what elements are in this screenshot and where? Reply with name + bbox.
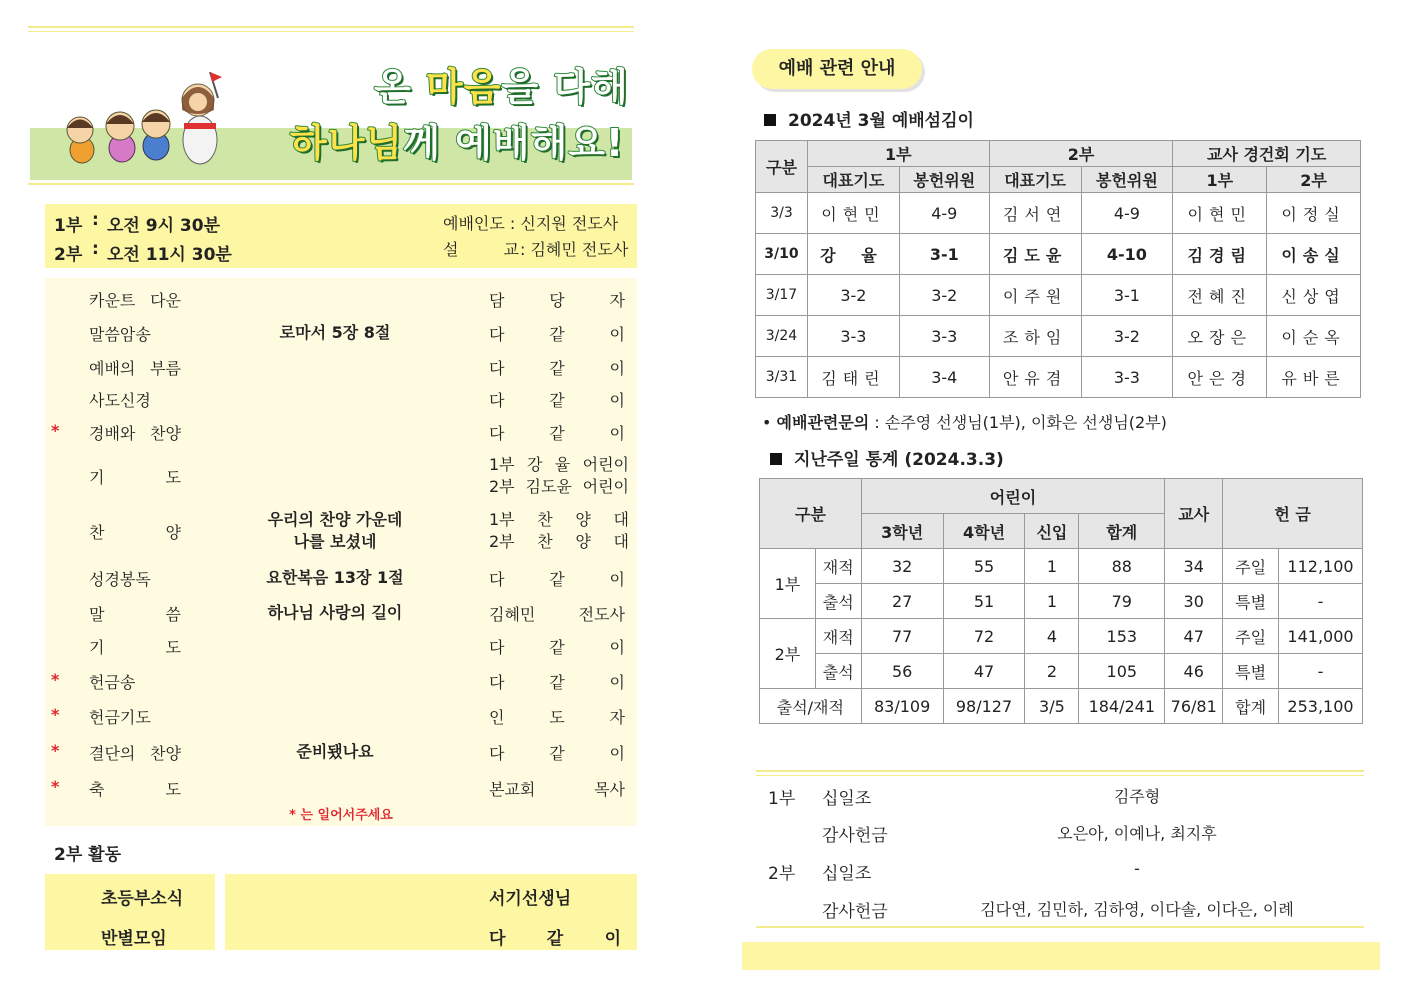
table-row: 3/3 이현민 4-9 김서연 4-9 이현민 이정실 <box>756 193 1361 234</box>
order-row: 기 도 1부 강 율 어린이 2부 김도윤 어린이 <box>89 455 629 496</box>
divider <box>756 926 1364 928</box>
second-service-sep: : <box>92 239 99 259</box>
stats-section-title: 지난주일 통계 (2024.3.3) <box>770 445 1004 470</box>
banner-title-line2: 하나님께 예배해요! <box>290 121 625 165</box>
table-row: 3/10 강 율 3-1 김도윤 4-10 김경림 이송실 <box>756 234 1361 275</box>
worship-leader: 예배인도 : 신지원 전도사 <box>443 214 619 233</box>
preacher: : 김혜민 전도사 <box>520 240 629 259</box>
second-service-label: 2부 <box>54 245 83 265</box>
service-times <box>45 204 637 268</box>
children-illustration <box>58 68 248 168</box>
table-row: 3/17 3-2 3-2 이주원 3-1 전혜진 신상엽 <box>756 275 1361 316</box>
activity-label: 초등부소식 <box>101 889 184 909</box>
divider <box>28 183 634 185</box>
order-row: 찬 양 우리의 찬양 가운데 나를 보셨네 1부 찬 양 대 2부 찬 양 대 <box>89 510 629 551</box>
activities-title: 2부 활동 <box>54 845 122 865</box>
standing-note: * 는 일어서주세요 <box>289 808 393 823</box>
first-service-label: 1부 <box>54 216 83 236</box>
square-bullet-icon <box>770 453 782 465</box>
table-row: 3/24 3-3 3-3 조하임 3-2 오장은 이순옥 <box>756 316 1361 357</box>
contact-line: • 예배관련문의 : 손주영 선생님(1부), 이화은 선생님(2부) <box>762 413 1167 432</box>
section-pill: 예배 관련 안내 <box>752 49 922 89</box>
table-row: 2부 재적 77 72 4 153 47 주일 141,000 <box>760 619 1363 654</box>
stats-table: 구분 어린이 교사 헌 금 3학년 4학년 신입 합계 1부 재적 32 55 1 88 34 주일 112,100 출석 27 51 1 79 30 특별 - 2부 재적 77 72 4 153 47 주일 141,000 출석 56 47 2 105 46 특별 - 출석/재적 83/109 98/127 3/5 184/241 76/81 합계 253,100 <box>759 478 1363 724</box>
table-row: 1부 재적 32 55 1 88 34 주일 112,100 <box>760 549 1363 584</box>
divider <box>28 31 634 32</box>
activity-label: 반별모임 <box>101 929 167 949</box>
table-row: 출석 56 47 2 105 46 특별 - <box>760 654 1363 689</box>
second-service-time: 오전 11시 30분 <box>107 245 232 265</box>
first-service-time: 오전 9시 30분 <box>107 216 221 236</box>
activities-box <box>45 874 637 950</box>
order-of-worship: 카운트 다운 담 당 자 말씀암송 로마서 5장 8절 다 같 이 예배의 부름 다 같 이 사도신경 다 같 이 * 경배와 찬양 다 같 이 기 도 1부 강 율 어린이 2부 김도윤 어린이 찬 양 우리의 찬양 가운데 나를 보셨네 1부 찬 양 대 2부 찬 양 대 성경봉독 요한복음 13장 1절 다 같 이 말 씀 하나님 사랑의 길이 김혜민 전도사 기 도 다 같 이 * 헌금송 다 같 이 * 헌금기도 인 도 자 * 결단의 찬양 준비됐나요 다 같 이 * 축 도 본교회 목사 * 는 일어서주세요 <box>45 278 637 826</box>
servers-table: 구분 1부 2부 교사 경건회 기도 대표기도 봉헌위원 대표기도 봉헌위원 1부 2부 3/3 이현민 4-9 김서연 4-9 이현민 이정실 3/10 강 율 3-1 김도윤 4-10 김경림 이송실 3/17 3-2 3-2 이주원 3-1 전혜진 신상엽 3/24 3-3 3-3 조하임 3-2 오장은 이순옥 3/31 김태린 3-4 안유겸 3-3 안은경 유바른 <box>755 140 1361 398</box>
table-row: 3/31 김태린 3-4 안유겸 3-3 안은경 유바른 <box>756 357 1361 398</box>
banner-title-line1: 온 마음을 다해 <box>374 65 629 109</box>
servers-section-title: 2024년 3월 예배섬김이 <box>764 106 974 131</box>
activity-who: 다 같 이 <box>489 929 621 949</box>
square-bullet-icon <box>764 114 776 126</box>
divider <box>28 26 634 28</box>
sermon-label: 설 교 <box>443 240 539 259</box>
table-row: 출석 27 51 1 79 30 특별 - <box>760 584 1363 619</box>
footer-bar <box>742 942 1380 970</box>
first-service-sep: : <box>92 210 99 230</box>
activity-who: 서기선생님 <box>489 889 572 909</box>
table-row-total: 출석/재적 83/109 98/127 3/5 184/241 76/81 합계 253,100 <box>760 689 1363 724</box>
offerings-list: 1부 십일조 김주형 감사헌금 오은아, 이예나, 최지후 2부 십일조 - 감사헌금 김다연, 김민하, 김하영, 이다솔, 이다은, 이례 <box>768 787 1294 922</box>
